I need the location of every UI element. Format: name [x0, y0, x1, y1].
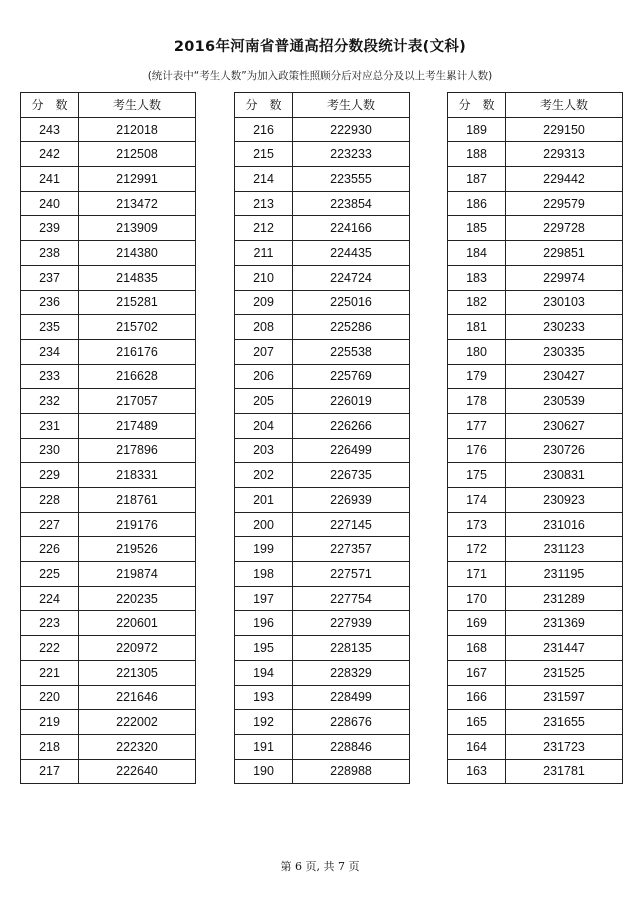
score-cell: 172 — [448, 537, 506, 562]
score-cell: 171 — [448, 562, 506, 587]
table-row — [235, 117, 410, 142]
table-row — [235, 413, 410, 438]
count-cell: 220601 — [79, 611, 196, 636]
table-row — [448, 364, 623, 389]
table-row — [235, 389, 410, 414]
score-cell: 194 — [235, 660, 293, 685]
table-row — [448, 759, 623, 784]
count-cell: 231723 — [506, 734, 623, 759]
count-cell: 227357 — [293, 537, 410, 562]
score-cell: 223 — [21, 611, 79, 636]
table-row — [235, 142, 410, 167]
score-cell: 206 — [235, 364, 293, 389]
count-cell: 224435 — [293, 241, 410, 266]
count-cell: 225286 — [293, 315, 410, 340]
count-cell: 214380 — [79, 241, 196, 266]
count-cell: 226939 — [293, 488, 410, 513]
count-cell: 229974 — [506, 265, 623, 290]
count-cell: 231195 — [506, 562, 623, 587]
score-cell: 203 — [235, 438, 293, 463]
count-cell: 228846 — [293, 734, 410, 759]
table-row — [21, 463, 196, 488]
table-row — [235, 537, 410, 562]
table-row — [448, 537, 623, 562]
table-row — [448, 167, 623, 192]
count-cell: 231781 — [506, 759, 623, 784]
count-cell: 216176 — [79, 339, 196, 364]
table-row — [21, 734, 196, 759]
table-row — [21, 142, 196, 167]
page-subtitle: (统计表中“考生人数”为加入政策性照顾分后对应总分及以上考生累计人数) — [147, 70, 493, 82]
score-cell: 217 — [21, 759, 79, 784]
table-row — [235, 759, 410, 784]
table-row — [448, 191, 623, 216]
score-cell: 233 — [21, 364, 79, 389]
score-cell: 187 — [448, 167, 506, 192]
table-row — [448, 488, 623, 513]
score-cell: 169 — [448, 611, 506, 636]
score-cell: 222 — [21, 636, 79, 661]
table-row — [448, 241, 623, 266]
table-row — [21, 339, 196, 364]
count-cell: 215281 — [79, 290, 196, 315]
score-cell: 242 — [21, 142, 79, 167]
score-cell: 188 — [448, 142, 506, 167]
count-cell: 213472 — [79, 191, 196, 216]
count-cell: 212508 — [79, 142, 196, 167]
table-row — [21, 488, 196, 513]
table-row — [235, 660, 410, 685]
table-row — [21, 562, 196, 587]
score-cell: 199 — [235, 537, 293, 562]
table-header-row — [235, 93, 410, 118]
score-cell: 220 — [21, 685, 79, 710]
score-cell: 207 — [235, 339, 293, 364]
score-cell: 165 — [448, 710, 506, 735]
table-row — [21, 117, 196, 142]
score-cell: 224 — [21, 586, 79, 611]
score-cell: 167 — [448, 660, 506, 685]
table-row — [235, 339, 410, 364]
score-cell: 179 — [448, 364, 506, 389]
count-cell: 228329 — [293, 660, 410, 685]
count-cell: 218331 — [79, 463, 196, 488]
score-cell: 215 — [235, 142, 293, 167]
count-cell: 231123 — [506, 537, 623, 562]
score-cell: 190 — [235, 759, 293, 784]
score-cell: 221 — [21, 660, 79, 685]
count-cell: 226735 — [293, 463, 410, 488]
count-cell: 219176 — [79, 512, 196, 537]
table-row — [21, 241, 196, 266]
score-cell: 237 — [21, 265, 79, 290]
table-row — [448, 512, 623, 537]
table-row — [235, 734, 410, 759]
table-row — [448, 290, 623, 315]
score-cell: 211 — [235, 241, 293, 266]
score-cell: 173 — [448, 512, 506, 537]
count-cell: 225016 — [293, 290, 410, 315]
score-cell: 238 — [21, 241, 79, 266]
table-row — [235, 611, 410, 636]
count-cell: 230427 — [506, 364, 623, 389]
count-cell: 225769 — [293, 364, 410, 389]
count-cell: 222930 — [293, 117, 410, 142]
score-cell: 168 — [448, 636, 506, 661]
count-cell: 217896 — [79, 438, 196, 463]
score-cell: 240 — [21, 191, 79, 216]
count-cell: 222640 — [79, 759, 196, 784]
table-row — [235, 315, 410, 340]
count-cell: 227939 — [293, 611, 410, 636]
count-cell: 217057 — [79, 389, 196, 414]
table-row — [448, 142, 623, 167]
table-row — [448, 685, 623, 710]
count-cell: 215702 — [79, 315, 196, 340]
count-cell: 223233 — [293, 142, 410, 167]
score-cell: 208 — [235, 315, 293, 340]
table-row — [21, 438, 196, 463]
table-row — [21, 660, 196, 685]
score-cell: 201 — [235, 488, 293, 513]
score-cell: 189 — [448, 117, 506, 142]
count-cell: 230923 — [506, 488, 623, 513]
table-row — [21, 167, 196, 192]
table-row — [448, 438, 623, 463]
score-cell: 166 — [448, 685, 506, 710]
score-cell: 228 — [21, 488, 79, 513]
score-cell: 232 — [21, 389, 79, 414]
table-row — [21, 265, 196, 290]
score-cell: 175 — [448, 463, 506, 488]
score-cell: 209 — [235, 290, 293, 315]
score-cell: 181 — [448, 315, 506, 340]
score-cell: 210 — [235, 265, 293, 290]
count-cell: 220235 — [79, 586, 196, 611]
table-row — [235, 710, 410, 735]
count-cell: 227145 — [293, 512, 410, 537]
score-cell: 243 — [21, 117, 79, 142]
table-row — [235, 586, 410, 611]
table-row — [21, 759, 196, 784]
table-row — [448, 586, 623, 611]
count-cell: 226266 — [293, 413, 410, 438]
header-score: 分 数 — [21, 93, 79, 118]
score-cell: 178 — [448, 389, 506, 414]
count-cell: 218761 — [79, 488, 196, 513]
table-row — [448, 710, 623, 735]
score-cell: 205 — [235, 389, 293, 414]
score-cell: 226 — [21, 537, 79, 562]
count-cell: 231369 — [506, 611, 623, 636]
score-cell: 183 — [448, 265, 506, 290]
table-row — [235, 463, 410, 488]
table-row — [235, 167, 410, 192]
table-row — [235, 265, 410, 290]
score-cell: 225 — [21, 562, 79, 587]
score-cell: 212 — [235, 216, 293, 241]
count-cell: 227571 — [293, 562, 410, 587]
count-cell: 228135 — [293, 636, 410, 661]
count-cell: 228499 — [293, 685, 410, 710]
count-cell: 231447 — [506, 636, 623, 661]
count-cell: 230539 — [506, 389, 623, 414]
table-row — [21, 586, 196, 611]
count-cell: 221646 — [79, 685, 196, 710]
table-row — [448, 463, 623, 488]
score-cell: 236 — [21, 290, 79, 315]
score-cell: 231 — [21, 413, 79, 438]
table-row — [21, 611, 196, 636]
count-cell: 229579 — [506, 191, 623, 216]
count-cell: 222320 — [79, 734, 196, 759]
table-row — [235, 562, 410, 587]
table-row — [448, 216, 623, 241]
header-score: 分 数 — [448, 93, 506, 118]
count-cell: 231016 — [506, 512, 623, 537]
count-cell: 229313 — [506, 142, 623, 167]
header-score: 分 数 — [235, 93, 293, 118]
score-table-2 — [234, 92, 410, 784]
table-row — [235, 685, 410, 710]
count-cell: 230233 — [506, 315, 623, 340]
table-row — [235, 512, 410, 537]
count-cell: 219874 — [79, 562, 196, 587]
count-cell: 231289 — [506, 586, 623, 611]
page-title: 2016年河南省普通高招分数段统计表(文科) — [173, 39, 467, 55]
score-cell: 197 — [235, 586, 293, 611]
count-cell: 229851 — [506, 241, 623, 266]
table-row — [21, 290, 196, 315]
score-cell: 184 — [448, 241, 506, 266]
score-cell: 163 — [448, 759, 506, 784]
score-cell: 230 — [21, 438, 79, 463]
score-cell: 241 — [21, 167, 79, 192]
table-row — [448, 117, 623, 142]
score-cell: 239 — [21, 216, 79, 241]
score-cell: 174 — [448, 488, 506, 513]
table-row — [21, 413, 196, 438]
score-cell: 200 — [235, 512, 293, 537]
score-cell: 204 — [235, 413, 293, 438]
count-cell: 231525 — [506, 660, 623, 685]
count-cell: 223854 — [293, 191, 410, 216]
count-cell: 230831 — [506, 463, 623, 488]
table-row — [448, 562, 623, 587]
table-row — [21, 389, 196, 414]
count-cell: 219526 — [79, 537, 196, 562]
score-cell: 193 — [235, 685, 293, 710]
table-row — [448, 734, 623, 759]
table-row — [21, 216, 196, 241]
count-cell: 216628 — [79, 364, 196, 389]
count-cell: 230103 — [506, 290, 623, 315]
score-cell: 170 — [448, 586, 506, 611]
count-cell: 231655 — [506, 710, 623, 735]
count-cell: 230726 — [506, 438, 623, 463]
table-row — [448, 636, 623, 661]
score-cell: 186 — [448, 191, 506, 216]
table-row — [21, 636, 196, 661]
count-cell: 212991 — [79, 167, 196, 192]
count-cell: 213909 — [79, 216, 196, 241]
table-header-row — [21, 93, 196, 118]
score-cell: 202 — [235, 463, 293, 488]
table-row — [21, 710, 196, 735]
table-row — [448, 660, 623, 685]
count-cell: 226499 — [293, 438, 410, 463]
score-cell: 219 — [21, 710, 79, 735]
count-cell: 224724 — [293, 265, 410, 290]
table-row — [448, 339, 623, 364]
count-cell: 220972 — [79, 636, 196, 661]
table-row — [235, 438, 410, 463]
count-cell: 222002 — [79, 710, 196, 735]
count-cell: 217489 — [79, 413, 196, 438]
table-header-row — [448, 93, 623, 118]
table-row — [21, 191, 196, 216]
score-cell: 216 — [235, 117, 293, 142]
count-cell: 226019 — [293, 389, 410, 414]
table-row — [235, 488, 410, 513]
count-cell: 225538 — [293, 339, 410, 364]
score-cell: 191 — [235, 734, 293, 759]
header-count: 考生人数 — [506, 93, 623, 118]
score-cell: 227 — [21, 512, 79, 537]
table-row — [21, 537, 196, 562]
table-row — [448, 315, 623, 340]
count-cell: 221305 — [79, 660, 196, 685]
score-cell: 180 — [448, 339, 506, 364]
table-row — [448, 413, 623, 438]
count-cell: 214835 — [79, 265, 196, 290]
score-table-3 — [447, 92, 623, 784]
table-row — [235, 636, 410, 661]
table-row — [21, 685, 196, 710]
table-row — [448, 265, 623, 290]
table-row — [21, 364, 196, 389]
score-cell: 214 — [235, 167, 293, 192]
score-cell: 185 — [448, 216, 506, 241]
score-cell: 176 — [448, 438, 506, 463]
table-row — [235, 364, 410, 389]
score-cell: 192 — [235, 710, 293, 735]
score-cell: 235 — [21, 315, 79, 340]
header-count: 考生人数 — [293, 93, 410, 118]
count-cell: 230627 — [506, 413, 623, 438]
table-row — [235, 216, 410, 241]
page-footer: 第 6 页, 共 7 页 — [280, 860, 360, 873]
count-cell: 230335 — [506, 339, 623, 364]
score-cell: 218 — [21, 734, 79, 759]
score-cell: 195 — [235, 636, 293, 661]
score-table-1 — [20, 92, 196, 784]
count-cell: 231597 — [506, 685, 623, 710]
score-cell: 196 — [235, 611, 293, 636]
score-cell: 198 — [235, 562, 293, 587]
score-cell: 164 — [448, 734, 506, 759]
table-row — [21, 512, 196, 537]
count-cell: 223555 — [293, 167, 410, 192]
score-cell: 182 — [448, 290, 506, 315]
score-cell: 213 — [235, 191, 293, 216]
count-cell: 212018 — [79, 117, 196, 142]
header-count: 考生人数 — [79, 93, 196, 118]
table-row — [448, 389, 623, 414]
table-row — [21, 315, 196, 340]
table-row — [235, 241, 410, 266]
count-cell: 227754 — [293, 586, 410, 611]
score-cell: 229 — [21, 463, 79, 488]
count-cell: 229150 — [506, 117, 623, 142]
table-row — [235, 290, 410, 315]
count-cell: 228676 — [293, 710, 410, 735]
count-cell: 229442 — [506, 167, 623, 192]
table-row — [448, 611, 623, 636]
score-cell: 234 — [21, 339, 79, 364]
table-row — [235, 191, 410, 216]
score-cell: 177 — [448, 413, 506, 438]
count-cell: 229728 — [506, 216, 623, 241]
count-cell: 228988 — [293, 759, 410, 784]
count-cell: 224166 — [293, 216, 410, 241]
